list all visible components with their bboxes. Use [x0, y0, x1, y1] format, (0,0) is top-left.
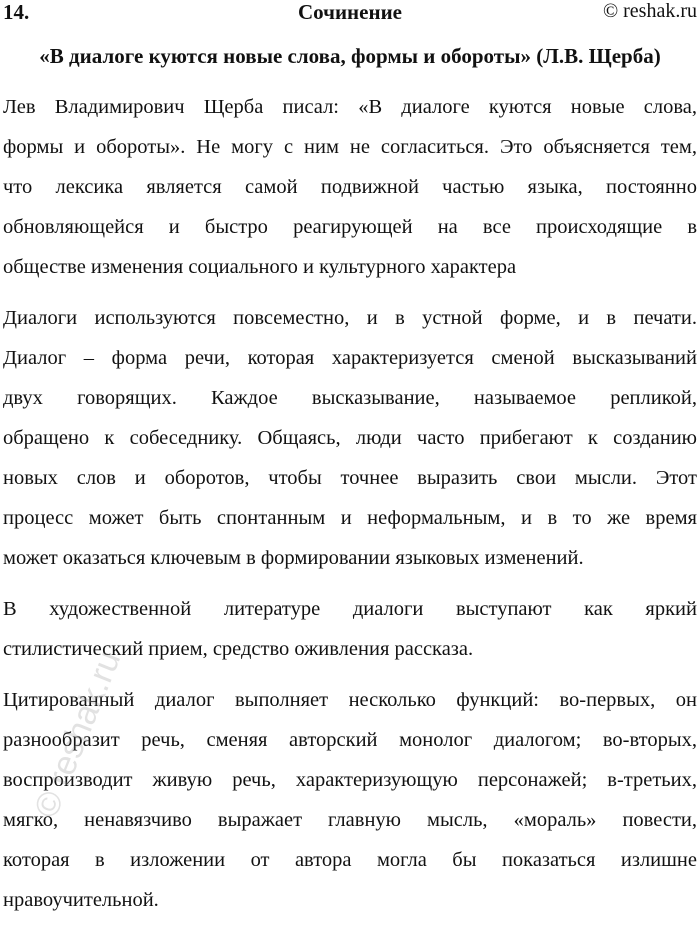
text-line: мягко, ненавязчиво выражает главную мысль, «мораль» повести,: [3, 809, 697, 831]
watermark: © reshak.ru: [27, 645, 129, 824]
text-line: новых слов и оборотов, чтобы точнее выразить свои мысли. Этот: [3, 467, 697, 489]
copyright: © reshak.ru: [602, 0, 697, 22]
text-line: процесс может быть спонтанным и неформальным, и в то же время: [3, 507, 697, 529]
page-header: [3, 0, 697, 28]
text-line: обществе изменения социального и культурного характера: [3, 256, 517, 278]
essay-title: «В диалоге куются новые слова, формы и обороты» (Л.В. Щерба): [39, 44, 661, 68]
text-line: В художественной литературе диалоги выступают как яркий: [3, 598, 697, 620]
text-line: которая в изложении от автора могла бы показаться излишне: [3, 849, 697, 871]
paragraph: [3, 684, 697, 924]
paragraph: [3, 302, 697, 582]
text-line: что лексика является самой подвижной частью языка, постоянно: [3, 176, 697, 198]
text-line: воспроизводит живую речь, характеризующую персонажей; в-третьих,: [3, 769, 697, 791]
text-line: двух говорящих. Каждое высказывание, называемое репликой,: [3, 387, 697, 409]
text-line: нравоучительной.: [3, 889, 159, 911]
text-line: стилистический прием, средство оживления рассказа.: [3, 638, 474, 660]
text-line: Диалог – форма речи, которая характеризуется сменой высказываний: [3, 347, 697, 369]
text-line: Лев Владимирович Щерба писал: «В диалоге куются новые слова,: [3, 96, 697, 118]
paragraph: [3, 91, 697, 291]
text-line: формы и обороты». Не могу с ним не согласиться. Это объясняется тем,: [3, 136, 697, 158]
page-title: Сочинение: [297, 0, 402, 24]
essay-body: [3, 91, 697, 935]
task-number: 14.: [3, 0, 30, 24]
text-line: может оказаться ключевым в формировании языковых изменений.: [3, 547, 584, 569]
text-line: Диалоги используются повсеместно, и в устной форме, и в печати.: [3, 307, 697, 329]
text-line: обновляющейся и быстро реагирующей на все происходящие в: [3, 216, 697, 238]
text-line: Цитированный диалог выполняет несколько функций: во-первых, он: [3, 689, 697, 711]
text-line: обращено к собеседнику. Общаясь, люди часто прибегают к созданию: [3, 427, 697, 449]
text-line: разнообразит речь, сменяя авторский монолог диалогом; во-вторых,: [3, 729, 697, 751]
